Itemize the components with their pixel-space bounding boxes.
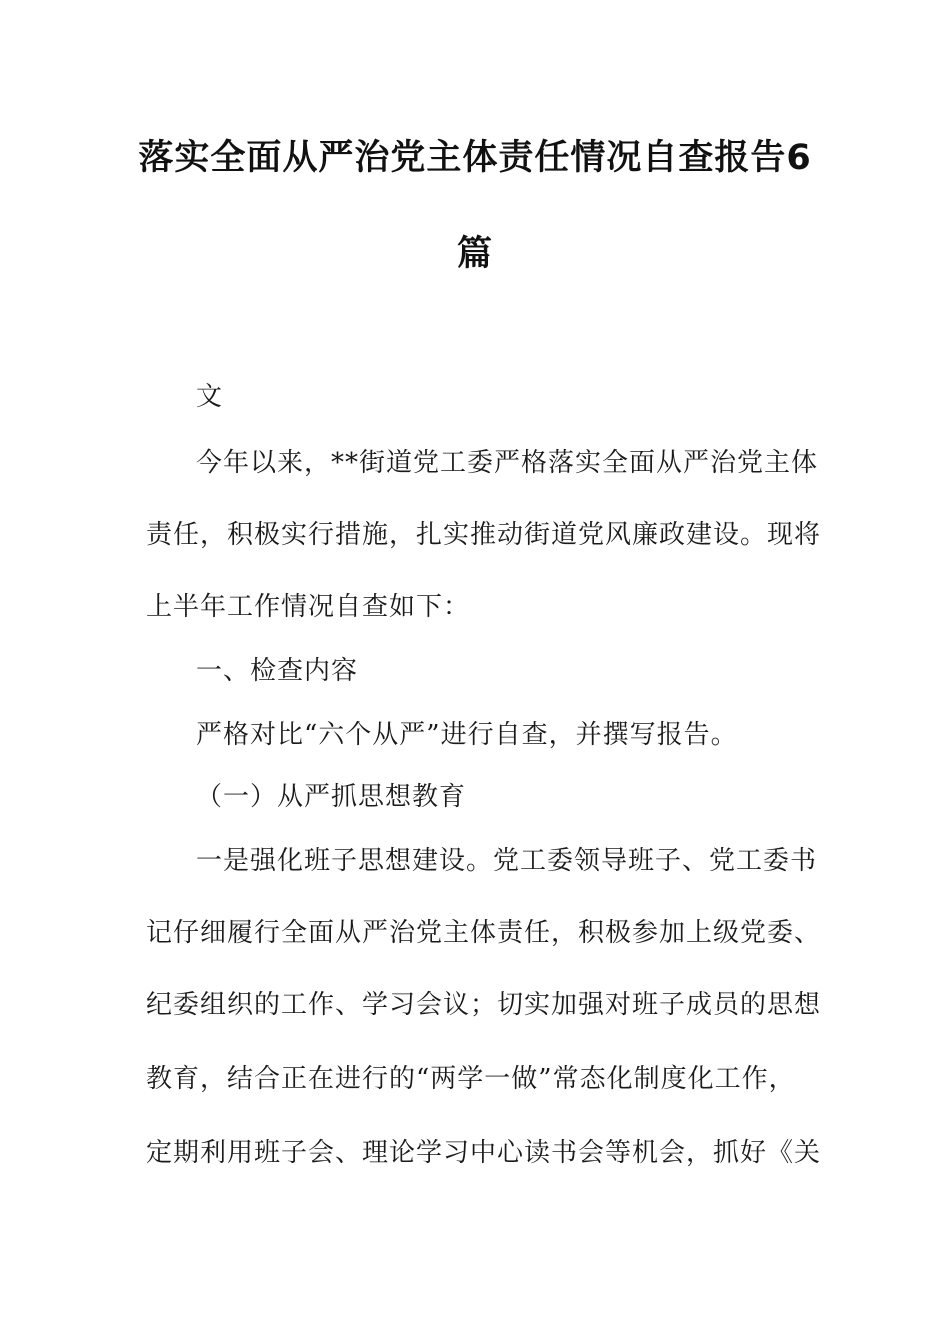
body-line: 严格对比“六个从严”进行自查，并撰写报告。 (196, 720, 738, 750)
section-heading: 一、检查内容 (196, 656, 359, 686)
body-line: 上半年工作情况自查如下： (146, 592, 471, 622)
body-line: 记仔细履行全面从严治党主体责任，积极参加上级党委、 (146, 918, 822, 948)
body-line: 文 (196, 382, 224, 412)
body-line: 今年以来，**街道党工委严格落实全面从严治党主体 (196, 448, 819, 478)
body-line: 教育，结合正在进行的“两学一做”常态化制度化工作， (146, 1064, 796, 1094)
subsection-heading: （一）从严抓思想教育 (196, 782, 467, 812)
body-line: 一是强化班子思想建设。党工委领导班子、党工委书 (196, 846, 818, 876)
document-title-line-1: 落实全面从严治党主体责任情况自查报告6 (138, 138, 812, 178)
body-line: 纪委组织的工作、学习会议；切实加强对班子成员的思想 (146, 990, 822, 1020)
body-line: 定期利用班子会、理论学习中心读书会等机会，抓好《关 (146, 1138, 822, 1168)
body-line: 责任，积极实行措施，扎实推动街道党风廉政建设。现将 (146, 520, 822, 550)
document-title-line-2: 篇 (456, 234, 493, 274)
